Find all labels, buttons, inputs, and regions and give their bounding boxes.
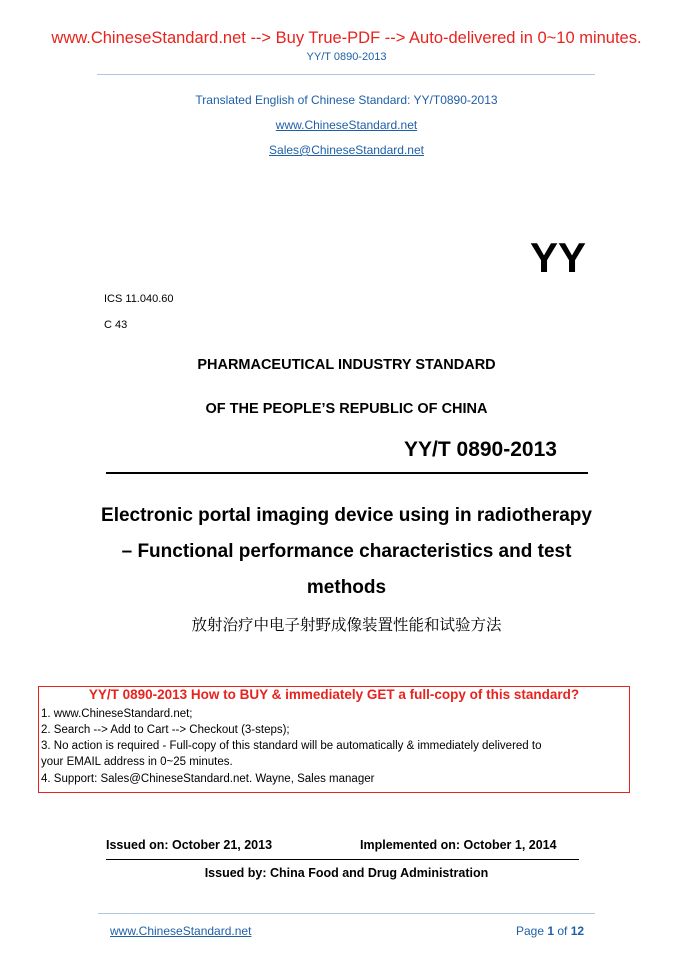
issued-by: Issued by: China Food and Drug Administration — [204, 866, 489, 880]
footer-website-link[interactable] — [110, 924, 251, 938]
buy-step-2: 2. Search --> Add to Cart --> Checkout (3-steps); — [41, 724, 290, 736]
buy-step-4: 4. Support: Sales@ChineseStandard.net. Wayne, Sales manager — [41, 773, 375, 785]
title-line-2: – Functional performance characteristics and test — [121, 541, 572, 562]
email-link-wrap — [0, 143, 693, 157]
top-banner[interactable]: www.ChineseStandard.net --> Buy True-PDF --> Auto-delivered in 0~10 minutes. — [51, 29, 642, 47]
footer-divider — [98, 913, 595, 914]
page-prefix: Page — [516, 924, 548, 938]
buy-step-3-cont: your EMAIL address in 0~25 minutes. — [41, 756, 233, 768]
header-standard-number: YY/T 0890-2013 — [306, 51, 387, 63]
footer-website-text[interactable]: www.ChineseStandard.net — [110, 924, 252, 938]
page-current: 1 — [547, 924, 555, 938]
website-link-wrap — [0, 118, 693, 132]
buy-box-heading: YY/T 0890-2013 How to BUY & immediately GET a full-copy of this standard? — [88, 687, 580, 702]
page-of: of — [554, 924, 571, 938]
title-line-3: methods — [306, 577, 387, 598]
title-chinese: 放射治疗中电子射野成像装置性能和试验方法 — [191, 616, 502, 634]
translation-note: Translated English of Chinese Standard: YY/T0890-2013 — [195, 93, 498, 107]
issue-divider — [106, 859, 579, 860]
standard-logo-yy: YY — [530, 234, 587, 281]
implemented-on: Implemented on: October 1, 2014 — [360, 838, 557, 852]
buy-step-1[interactable]: 1. www.ChineseStandard.net; — [41, 708, 193, 720]
standard-code: YY/T 0890-2013 — [404, 438, 557, 461]
heading-republic: OF THE PEOPLE’S REPUBLIC OF CHINA — [205, 401, 488, 417]
heading-industry-standard: PHARMACEUTICAL INDUSTRY STANDARD — [197, 357, 496, 373]
title-divider — [106, 472, 588, 474]
ics-code: ICS 11.040.60 — [104, 293, 174, 305]
page-total: 12 — [570, 924, 585, 938]
ccs-code: C 43 — [104, 319, 128, 331]
website-link[interactable]: www.ChineseStandard.net — [275, 118, 418, 132]
email-link[interactable]: Sales@ChineseStandard.net — [269, 143, 424, 157]
header-divider — [97, 74, 595, 75]
buy-step-3: 3. No action is required - Full-copy of this standard will be automatically & immediately delivered to — [41, 740, 542, 752]
title-line-1: Electronic portal imaging device using in radiotherapy — [101, 505, 592, 526]
issued-on: Issued on: October 21, 2013 — [106, 838, 273, 852]
page-indicator — [516, 924, 584, 938]
buy-instructions-box — [38, 686, 630, 793]
